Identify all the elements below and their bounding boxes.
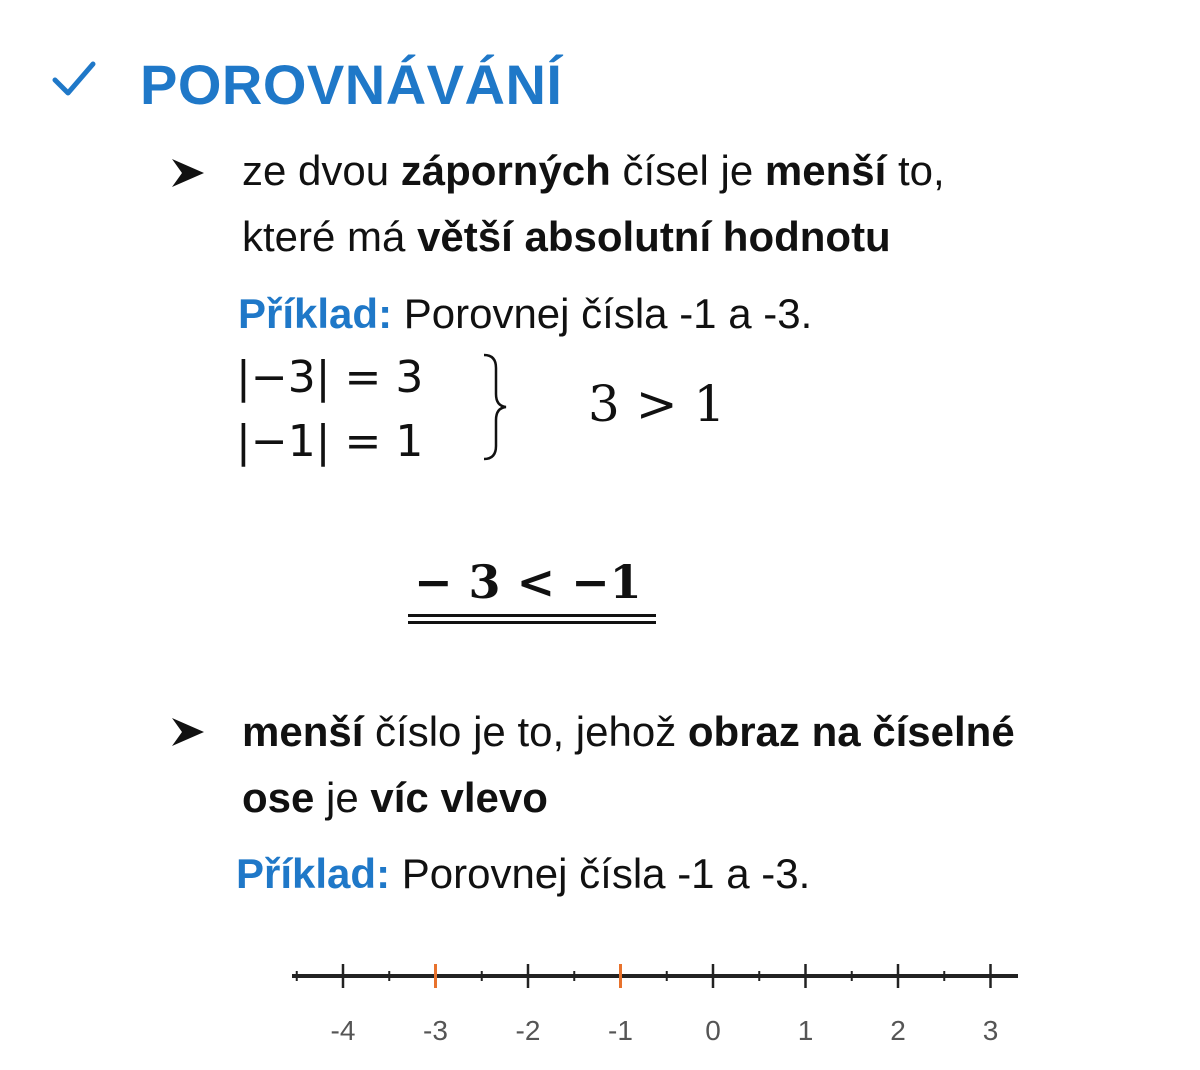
rule1-line1 [242, 147, 945, 194]
number-line-label: -2 [515, 1015, 541, 1046]
rule1-line1-segment: ze dvou [242, 147, 401, 194]
rule2-line1-segment: obraz na číselné [687, 708, 1015, 755]
rule1-line1-segment: záporných [400, 147, 611, 194]
rule1-line1-segment: menší [764, 147, 887, 194]
result-underline-2 [408, 621, 656, 624]
example2-line [236, 850, 811, 897]
rule2-line1-segment: číslo je to, jehož [363, 708, 688, 755]
number-line [280, 950, 1040, 1060]
right-brace-icon [478, 352, 518, 462]
rule1-line1-segment: to, [886, 147, 945, 194]
rule2-line1 [242, 708, 1015, 755]
result-inequality: − 3 < −1 [414, 555, 642, 609]
rule2-line2 [242, 774, 548, 821]
page-title: POROVNÁVÁNÍ [140, 53, 563, 116]
number-line-label: -3 [423, 1015, 448, 1046]
number-line-label: 3 [982, 1015, 999, 1046]
absolute-comparison: 3 > 1 [588, 375, 726, 433]
example2-text: Porovnej čísla -1 a -3. [390, 850, 811, 897]
rule2-line2-segment: ose [242, 774, 315, 821]
rule1-line1-segment: čísel je [610, 147, 765, 194]
number-line-label: -4 [330, 1015, 356, 1046]
abs-equation-1: |−3| = 3 [236, 352, 424, 403]
result-underline-1 [408, 614, 656, 617]
number-line-label: 2 [890, 1015, 906, 1046]
example1-text: Porovnej čísla -1 a -3. [392, 290, 813, 337]
example1-label: Příklad: [238, 290, 393, 337]
rule2-line2-segment: je [314, 774, 371, 821]
rule2-line1-segment: menší [242, 708, 364, 755]
number-line-label: -1 [608, 1015, 633, 1046]
number-line-label: 1 [797, 1015, 814, 1046]
example1-line [238, 290, 813, 337]
checkmark-icon [52, 60, 96, 100]
example2-label: Příklad: [236, 850, 391, 897]
rule1-line2-segment: které má [242, 213, 418, 260]
abs-equation-2: |−1| = 1 [236, 416, 424, 467]
rule1-line2 [242, 213, 891, 260]
arrow-bullet-icon [170, 716, 206, 748]
rule1-line2-segment: větší absolutní hodnotu [417, 213, 891, 260]
arrow-bullet-icon [170, 157, 206, 189]
number-line-label: 0 [705, 1015, 721, 1046]
rule2-line2-segment: víc vlevo [370, 774, 548, 821]
